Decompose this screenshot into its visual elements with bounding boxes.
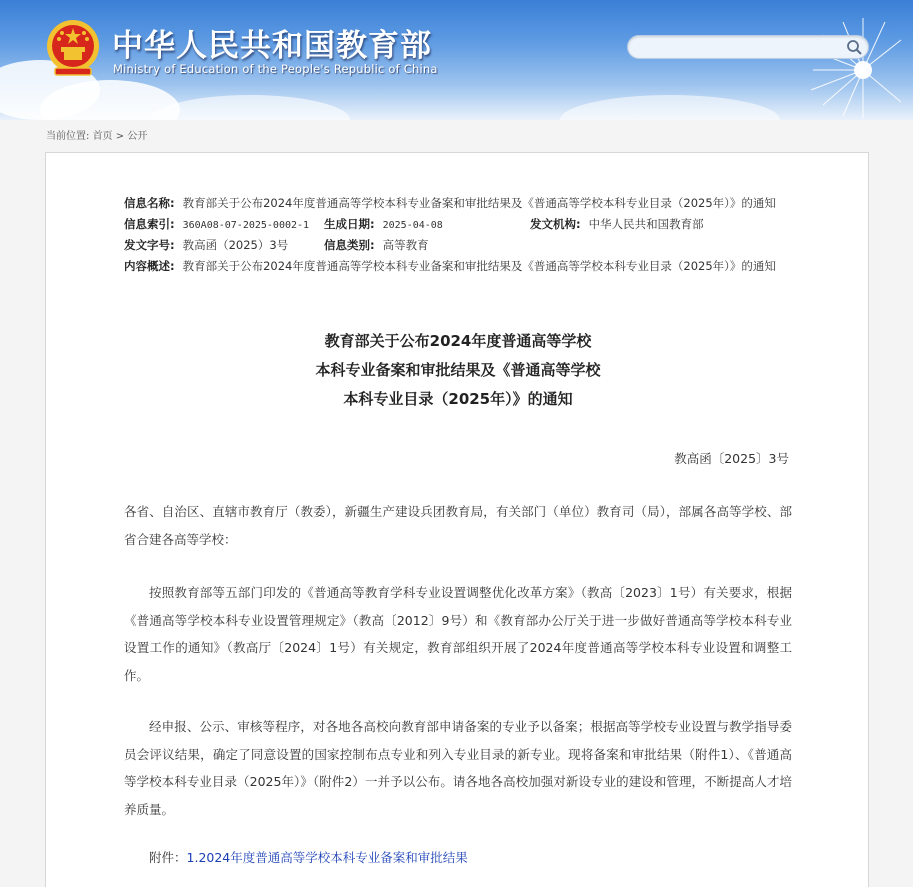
meta-row-name: [124, 193, 804, 214]
meta-date-value: 2025-04-08: [382, 220, 443, 231]
title-line-1: 教育部关于公布2024年度普通高等学校: [324, 332, 592, 350]
site-title: 中华人民共和国教育部: [112, 28, 432, 64]
meta-date-label: 生成日期:: [324, 217, 375, 231]
attachment-label: 附件：: [149, 850, 187, 865]
meta-category-value: 高等教育: [382, 238, 429, 252]
meta-docno-label: 发文字号:: [124, 238, 175, 252]
meta-summary-value: 教育部关于公布2024年度普通高等学校本科专业备案和审批结果及《普通高等学校本科专业目录（2025年）》的通知: [182, 259, 776, 273]
meta-index-value: 360A08-07-2025-0002-1: [182, 220, 310, 231]
meta-docno-value: 教高函（2025）3号: [182, 238, 289, 252]
title-line-2: 本科专业备案和审批结果及《普通高等学校: [315, 361, 601, 379]
meta-name-value: 教育部关于公布2024年度普通高等学校本科专业备案和审批结果及《普通高等学校本科专业目录（2025年）》的通知: [182, 196, 776, 210]
meta-index-label: 信息索引:: [124, 217, 175, 231]
breadcrumb-prefix: 当前位置:: [46, 131, 90, 142]
dandelion-decoration: [793, 10, 903, 120]
attachment-link-1[interactable]: 1.2024年度普通高等学校本科专业备案和审批结果: [186, 850, 468, 865]
breadcrumb-home-link[interactable]: 首页: [92, 131, 113, 142]
meta-org-value: 中华人民共和国教育部: [588, 217, 704, 231]
title-line-3: 本科专业目录（2025年）》的通知: [343, 390, 573, 408]
meta-org-label: 发文机构:: [530, 217, 581, 231]
site-header: [0, 0, 913, 120]
breadcrumb-current-link[interactable]: 公开: [127, 131, 148, 142]
recipients-paragraph: 各省、自治区、直辖市教育厅（教委），新疆生产建设兵团教育局，有关部门（单位）教育司（局），部属各高等学校、部省合建各高等学校：: [124, 504, 792, 547]
attachments: [149, 847, 468, 869]
body-paragraph-2: 经申报、公示、审核等程序，对各地各高校向教育部申请备案的专业予以备案；根据高等学校专业设置与教学指导委员会评议结果，确定了同意设置的国家控制布点专业和列入专业目录的新专业。现将备案和审批结果（附件1）、《普通高等学校本科专业目录（2025年）》（附件2）一并予以公布。请各地各高校加强对新设专业的建设和管理，不断提高人才培养质量。: [124, 719, 792, 817]
meta-row-docno: [124, 235, 804, 256]
breadcrumb: [46, 127, 147, 142]
search-icon[interactable]: [844, 38, 864, 56]
meta-row-index: [124, 214, 804, 235]
cloud-decoration: [560, 95, 780, 120]
info-metadata: [124, 193, 804, 277]
site-subtitle: Ministry of Education of the People's Republic of China: [113, 62, 438, 76]
cloud-decoration: [150, 95, 350, 120]
meta-category-label: 信息类别:: [324, 238, 375, 252]
national-emblem-icon: [45, 18, 101, 78]
body-paragraph-1: 按照教育部等五部门印发的《普通高等教育学科专业设置调整优化改革方案》（教高〔2023〕1号）有关要求，根据《普通高等学校本科专业设置管理规定》（教高〔2012〕9号）和《教育部办公厅关于进一步做好普通高等学校本科专业设置工作的通知》（教高厅〔2024〕1号）有关规定，教育部组织开展了2024年度普通高等学校本科专业设置和调整工作。: [124, 585, 792, 683]
breadcrumb-separator: >: [115, 131, 125, 142]
content-card: [45, 152, 869, 887]
search-input[interactable]: [638, 38, 838, 56]
search-box: [627, 35, 869, 59]
document-number: 教高函〔2025〕3号: [674, 451, 789, 466]
meta-summary-label: 内容概述:: [124, 259, 175, 273]
meta-row-summary: [124, 256, 804, 277]
document-title: [46, 327, 870, 414]
meta-name-label: 信息名称:: [124, 196, 175, 210]
